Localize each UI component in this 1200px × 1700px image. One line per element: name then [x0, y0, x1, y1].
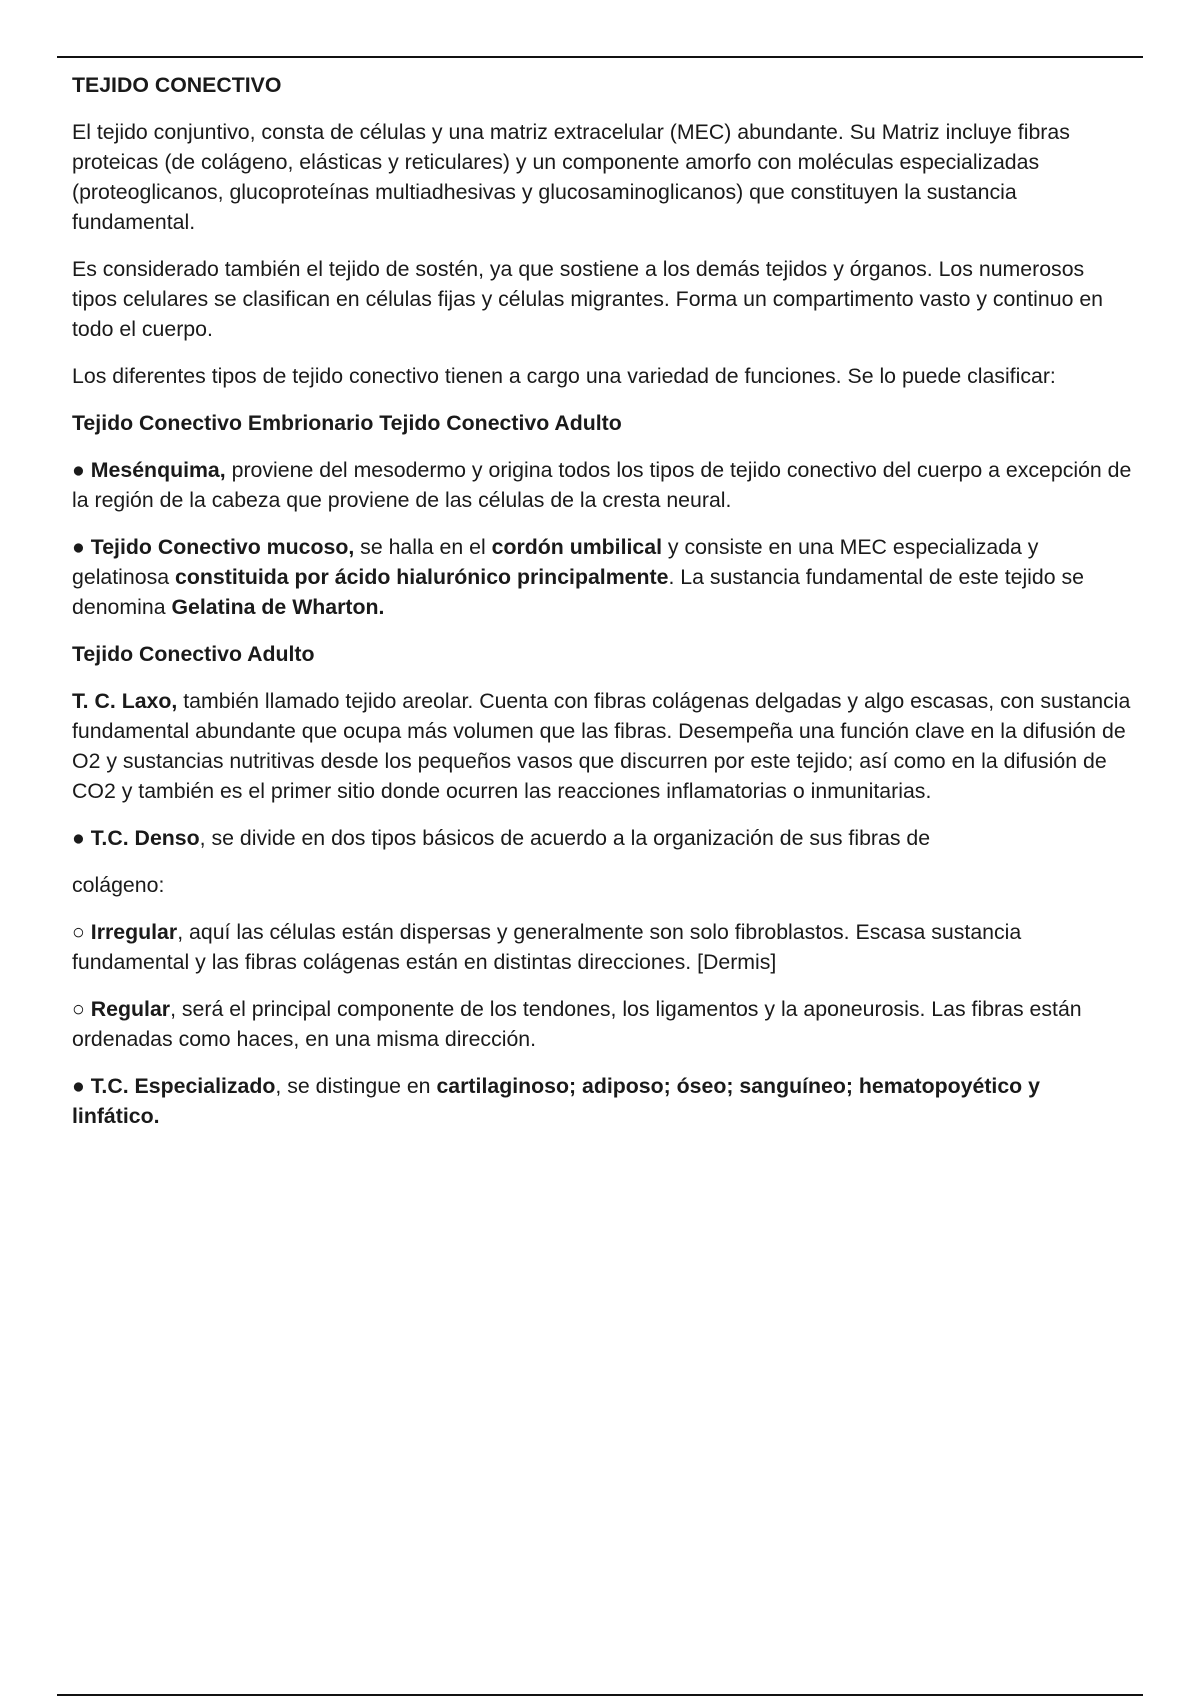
mucoso-text-3: . La sustancia fundamental de este tejido se denomina: [72, 565, 1085, 619]
mucoso-cordon: cordón umbilical: [491, 535, 663, 559]
mucoso-term: ● Tejido Conectivo mucoso,: [72, 535, 355, 559]
document-body: [72, 70, 1132, 1148]
subheading-adulto: Tejido Conectivo Adulto: [72, 642, 315, 666]
item-regular: [72, 994, 1132, 1054]
irregular-term: Irregular: [90, 920, 178, 944]
regular-text: , será el principal componente de los tendones, los ligamentos y la aponeurosis. Las fibras están ordenadas como haces, en una misma dirección.: [72, 997, 1082, 1051]
especializado-term: ● T.C. Especializado: [72, 1074, 276, 1098]
paragraph-definition: El tejido conjuntivo, consta de células y una matriz extracelular (MEC) abundante. Su Matriz incluye fibras proteicas (de colágeno, elásticas y reticulares) y un componente amorfo con moléculas especializadas (proteoglicanos, glucoproteínas multiadhesivas y glucosaminoglicanos) que constituyen la sustancia fundamental.: [72, 120, 1070, 234]
paragraph-support: Es considerado también el tejido de sostén, ya que sostiene a los demás tejidos y órganos. Los numerosos tipos celulares se clasifican en células fijas y células migrantes. Forma un compartimento vasto y continuo en todo el cuerpo.: [72, 257, 1104, 341]
irregular-bullet: ○: [72, 920, 91, 944]
mucoso-text-2: y consiste en una MEC especializada y gelatinosa: [72, 535, 1039, 589]
laxo-text: también llamado tejido areolar. Cuenta con fibras colágenas delgadas y algo escasas, con sustancia fundamental abundante que ocupa más volumen que las fibras. Desempeña una función clave en la difusión de O2 y sustancias nutritivas desde los pequeños vasos que discurren por este tejido; así como en la difusión de CO2 y también es el primer sitio donde ocurren las reacciones inflamatorias o inmunitarias.: [72, 689, 1131, 803]
mesenquima-text: proviene del mesodermo y origina todos los tipos de tejido conectivo del cuerpo a excepción de la región de la cabeza que proviene de las células de la cresta neural.: [72, 458, 1132, 512]
denso-continuation: colágeno:: [72, 873, 165, 897]
mucoso-wharton: Gelatina de Wharton.: [171, 595, 385, 619]
mucoso-acido: constituida por ácido hialurónico principalmente: [175, 565, 669, 589]
denso-term: ● T.C. Denso: [72, 826, 200, 850]
item-mucoso: [72, 532, 1132, 622]
bottom-rule: [57, 1694, 1143, 1696]
laxo-term: T. C. Laxo,: [72, 689, 178, 713]
denso-text: , se divide en dos tipos básicos de acuerdo a la organización de sus fibras de: [199, 826, 931, 850]
top-rule: [57, 56, 1143, 58]
regular-bullet: ○: [72, 997, 91, 1021]
especializado-types: cartilaginoso; adiposo; óseo; sanguíneo; hematopoyético y linfático.: [72, 1074, 1040, 1128]
subheading-embrionario: Tejido Conectivo Embrionario Tejido Conectivo Adulto: [72, 411, 622, 435]
item-especializado: [72, 1071, 1132, 1131]
paragraph-classification: Los diferentes tipos de tejido conectivo tienen a cargo una variedad de funciones. Se lo puede clasificar:: [72, 364, 1056, 388]
irregular-text: , aquí las células están dispersas y generalmente son solo fibroblastos. Escasa sustancia fundamental y las fibras colágenas están en distintas direcciones. [Dermis]: [72, 920, 1022, 974]
item-irregular: [72, 917, 1132, 977]
item-denso: [72, 823, 1132, 853]
mesenquima-term: ● Mesénquima,: [72, 458, 226, 482]
item-laxo: [72, 686, 1132, 806]
mucoso-text-1: se halla en el: [354, 535, 492, 559]
item-mesenquima: [72, 455, 1132, 515]
document-title: TEJIDO CONECTIVO: [72, 73, 282, 97]
especializado-text: , se distingue en: [275, 1074, 437, 1098]
regular-term: Regular: [90, 997, 171, 1021]
